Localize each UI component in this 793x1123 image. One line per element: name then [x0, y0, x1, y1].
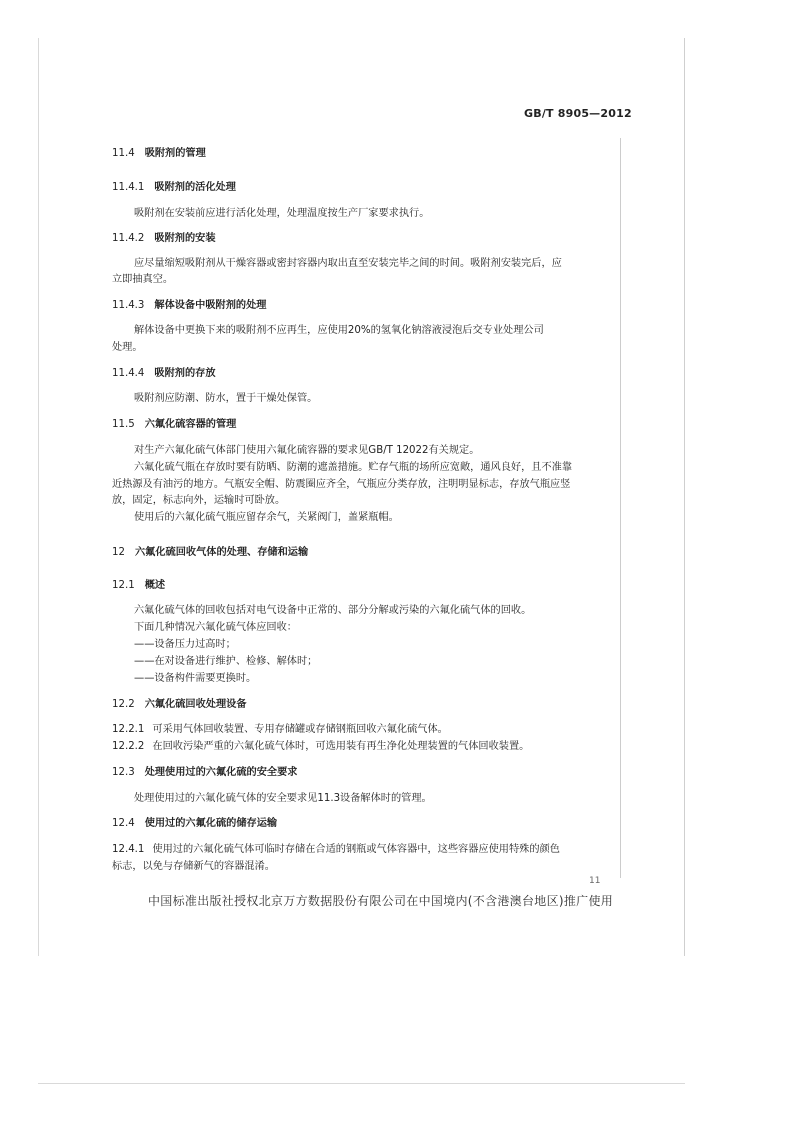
heading-11-4-1: 11.4.1 吸附剂的活化处理 [112, 182, 236, 193]
heading-12-3: 12.3 处理使用过的六氟化硫的安全要求 [112, 767, 298, 778]
heading-11-4: 11.4 吸附剂的管理 [112, 148, 206, 159]
paragraph-11-5-p2-line2: 近热源及有油污的地方。气瓶安全帽、防震圈应齐全，气瓶应分类存放，注明明显标志，存放气瓶应竖 [112, 479, 571, 490]
heading-11-4-3: 11.4.3 解体设备中吸附剂的处理 [112, 300, 267, 311]
clause-12-2-2: 12.2.2 在回收污染严重的六氟化硫气体时，可选用装有再生净化处理装置的气体回收装置。 [112, 741, 530, 752]
clause-12-4-1-line2: 标志，以免与存储新气的容器混淆。 [112, 861, 275, 872]
paragraph-11-4-4: 吸附剂应防潮、防水，置于干燥处保管。 [134, 393, 318, 404]
clause-12-2-1: 12.2.1 可采用气体回收装置、专用存储罐或存储钢瓶回收六氟化硫气体。 [112, 724, 448, 735]
page-number: 11 [589, 876, 601, 886]
paragraph-11-5-p2-line1: 六氟化硫气瓶在存放时要有防晒、防潮的遮盖措施。贮存气瓶的场所应宽敞，通风良好，且不准靠 [134, 462, 573, 473]
list-item: ——设备压力过高时； [134, 639, 236, 650]
right-margin-line [684, 38, 685, 956]
list-item: ——设备构件需要更换时。 [134, 673, 257, 684]
paragraph-11-4-3-line1: 解体设备中更换下来的吸附剂不应再生，应使用20%的氢氧化钠溶液浸泡后交专业处理公司 [134, 325, 544, 336]
heading-12-1: 12.1 概述 [112, 580, 166, 591]
heading-11-4-2: 11.4.2 吸附剂的安装 [112, 233, 216, 244]
paragraph-11-4-2-line2: 立即抽真空。 [112, 274, 174, 285]
paragraph-11-5-p2-line3: 放，固定，标志向外，运输时可卧放。 [112, 495, 286, 506]
heading-11-4-4: 11.4.4 吸附剂的存放 [112, 368, 216, 379]
paragraph-11-4-2-line1: 应尽量缩短吸附剂从干燥容器或密封容器内取出直至安装完毕之间的时间。吸附剂安装完后，应 [134, 258, 562, 269]
list-item: ——在对设备进行维护、检修、解体时； [134, 656, 318, 667]
paragraph-12-1-p1: 六氟化硫气体的回收包括对电气设备中正常的、部分分解或污染的六氟化硫气体的回收。 [134, 605, 532, 616]
paragraph-11-4-3-line2: 处理。 [112, 342, 143, 353]
clause-12-4-1-line1: 12.4.1 使用过的六氟化硫气体可临时存储在合适的钢瓶或气体容器中，这些容器应使用特殊的颜色 [112, 844, 560, 855]
paragraph-11-5-p1: 对生产六氟化硫气体部门使用六氟化硫容器的要求见GB/T 12022有关规定。 [134, 445, 480, 456]
paragraph-11-5-p3: 使用后的六氟化硫气瓶应留存余气，关紧阀门，盖紧瓶帽。 [134, 512, 399, 523]
heading-12: 12 六氟化硫回收气体的处理、存储和运输 [112, 547, 309, 558]
heading-12-2: 12.2 六氟化硫回收处理设备 [112, 699, 247, 710]
bottom-margin-line [38, 1083, 685, 1084]
text-block-edge-line [620, 138, 621, 878]
paragraph-12-3: 处理使用过的六氟化硫气体的安全要求见11.3设备解体时的管理。 [134, 793, 432, 804]
standard-id: GB/T 8905—2012 [524, 107, 632, 120]
footer-notice: 中国标准出版社授权北京万方数据股份有限公司在中国境内(不含港澳台地区)推广使用 [148, 894, 614, 908]
heading-12-4: 12.4 使用过的六氟化硫的储存运输 [112, 818, 278, 829]
paragraph-12-1-p2: 下面几种情况六氟化硫气体应回收： [134, 622, 297, 633]
heading-11-5: 11.5 六氟化硫容器的管理 [112, 419, 237, 430]
left-margin-line [38, 38, 39, 956]
paragraph-11-4-1: 吸附剂在安装前应进行活化处理，处理温度按生产厂家要求执行。 [134, 208, 430, 219]
